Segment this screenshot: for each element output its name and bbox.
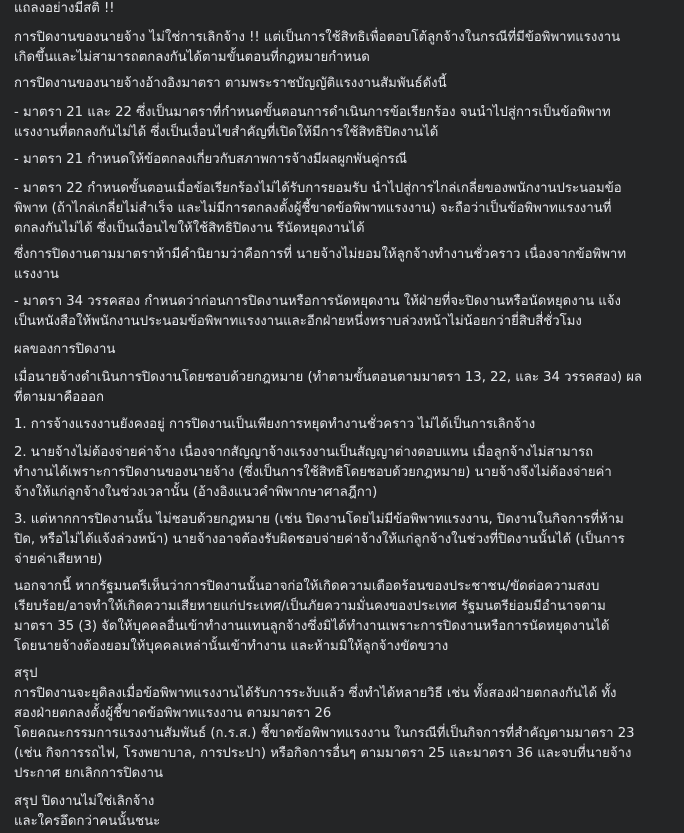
post-paragraph: - มาตรา 34 วรรคสอง กำหนดว่าก่อนการปิดงานหรือการนัดหยุดงาน ให้ฝ่ายที่จะปิดงานหรือนัดหยุดงาน แจ้ง เป็นหนังสือให้พนักงานประนอมข้อพิพาทแรงงานและอีกฝ่ายหนึ่งทราบล่วงหน้าไม่น้อยกว่ายี่สิบสี่ชั่วโมง: [14, 294, 621, 329]
post-paragraph: การปิดงานของนายจ้างอ้างอิงมาตรา ตามพระราชบัญญัติแรงงานสัมพันธ์ดังนี้: [14, 76, 447, 91]
post-paragraph: นอกจากนี้ หากรัฐมนตรีเห็นว่าการปิดงานนั้นอาจก่อให้เกิดความเดือดร้อนของประชาชน/ขัดต่อความสงบ เรียบร้อย/อาจทำให้เกิดความเสียหายแก่ประเทศ/เป็นภัยความมั่นคงของประเทศ รัฐมนตรีย่อมมีอำนาจตาม มาตรา 35 (3) จัดให้บุคคลอื่นเข้าทำงานแทนลูกจ้างซึ่งมิได้ทำงานเพราะการปิดงานหรือการนัดหยุดงานได้ โดยนายจ้างต้องยอมให้บุคคลเหล่านั้นเข้าทำงาน และห้ามมิให้ลูกจ้างขัดขวาง: [14, 579, 610, 654]
post-paragraph: ซึ่งการปิดงานตามมาตราห้ามีคำนิยามว่าคือการที่ นายจ้างไม่ยอมให้ลูกจ้างทำงานชั่วคราว เนื่องจากข้อพิพาท แรงงาน: [14, 247, 627, 282]
post-paragraph: - มาตรา 21 และ 22 ซึ่งเป็นมาตราที่กำหนดขั้นตอนการดำเนินการข้อเรียกร้อง จนนำไปสู่การเป็นข้อพิพาท แรงงานที่ตกลงกันไม่ได้ ซึ่งเป็นเงื่อนไขสำคัญที่เปิดให้มีการใช้สิทธิปิดงานได้: [14, 105, 611, 140]
post-paragraph: - มาตรา 21 กำหนดให้ข้อตกลงเกี่ยวกับสภาพการจ้างมีผลผูกพันคู่กรณี: [14, 152, 407, 167]
post-paragraph: - มาตรา 22 กำหนดขั้นตอนเมื่อข้อเรียกร้องไม่ได้รับการยอมรับ นำไปสู่การไกล่เกลี่ยของพนักงานประนอมข้อ พิพาท (ถ้าไกล่เกลี่ยไม่สำเร็จ และไม่มีการตกลงตั้งผู้ชี้ขาดข้อพิพาทแรงงาน) จะถือว่าเป็นข้อพิพาทแรงงานที่ ตกลงกันไม่ได้ ซึ่งเป็นเงื่อนไขให้ใช้สิทธิปิดงาน รึนัดหยุดงานได้: [14, 181, 622, 236]
post-paragraph: เมื่อนายจ้างดำเนินการปิดงานโดยชอบด้วยกฎหมาย (ทำตามขั้นตอนตามมาตรา 13, 22, และ 34 วรรคสอง) ผล ที่ตามมาคือออก: [14, 370, 643, 405]
list-item: 2. นายจ้างไม่ต้องจ่ายค่าจ้าง เนื่องจากสัญญาจ้างแรงงานเป็นสัญญาต่างตอบแทน เมื่อลูกจ้างไม่สามารถ ทำงานได้เพราะการปิดงานของนายจ้าง (ซึ่งเป็นการใช้สิทธิโดยชอบด้วยกฎหมาย) นายจ้างจึงไม่ต้องจ่ายค่า จ้างให้แก่ลูกจ้างในช่วงเวลานั้น (อ้างอิงแนวคำพิพากษาศาลฎีกา): [14, 445, 612, 500]
list-item: 1. การจ้างแรงงานยังคงอยู่ การปิดงานเป็นเพียงการหยุดทำงานชั่วคราว ไม่ได้เป็นการเลิกจ้าง: [14, 417, 536, 432]
section-heading-effects: ผลของการปิดงาน: [14, 342, 116, 357]
summary-section: สรุป การปิดงานจะยุติลงเมื่อข้อพิพาทแรงงานได้รับการระงับแล้ว ซึ่งทำได้หลายวิธี เช่น ทั้งสองฝ่ายตกลงกันได้ ทั้ง สองฝ่ายตกลงตั้งผู้ชี้ขาดข้อพิพาทแรงงาน ตามมาตรา 26 โดยคณะกรรมการแรงงานสัมพันธ์ (ก.ร.ส.) ชี้ขาดข้อพิพาทแรงงาน ในกรณีที่เป็นกิจการที่สำคัญตามมาตรา 23 (เช่น กิจการรถไฟ, โรงพยาบาล, การประปา) หรือกิจการอื่นๆ ตามมาตรา 25 และมาตรา 36 และจบที่นายจ้าง ประกาศ ยกเลิกการปิดงาน: [14, 666, 635, 781]
list-item: 3. แต่หากการปิดงานนั้น ไม่ชอบด้วยกฎหมาย (เช่น ปิดงานโดยไม่มีข้อพิพาทแรงงาน, ปิดงานในกิจการที่ห้าม ปิด, หรือไม่ได้แจ้งล่วงหน้า) นายจ้างอาจต้องรับผิดชอบจ่ายค่าจ้างให้แก่ลูกจ้างในช่วงที่ปิดงานนั้นได้ (เป็นการ จ่ายค่าเสียหาย): [14, 512, 625, 567]
post-heading: แถลงอย่างมีสติ !!: [14, 1, 115, 16]
closing-remark: สรุป ปิดงานไม่ใช่เลิกจ้าง และใครอึดกว่าคนนั้นชนะ: [14, 794, 161, 829]
post-paragraph: การปิดงานของนายจ้าง ไม่ใช่การเลิกจ้าง !! แต่เป็นการใช้สิทธิเพื่อตอบโต้ลูกจ้างในกรณีที่มีข้อพิพาทแรงงาน เกิดขึ้นและไม่สามารถตกลงกันได้ตามขั้นตอนที่กฎหมายกำหนด: [14, 30, 621, 65]
